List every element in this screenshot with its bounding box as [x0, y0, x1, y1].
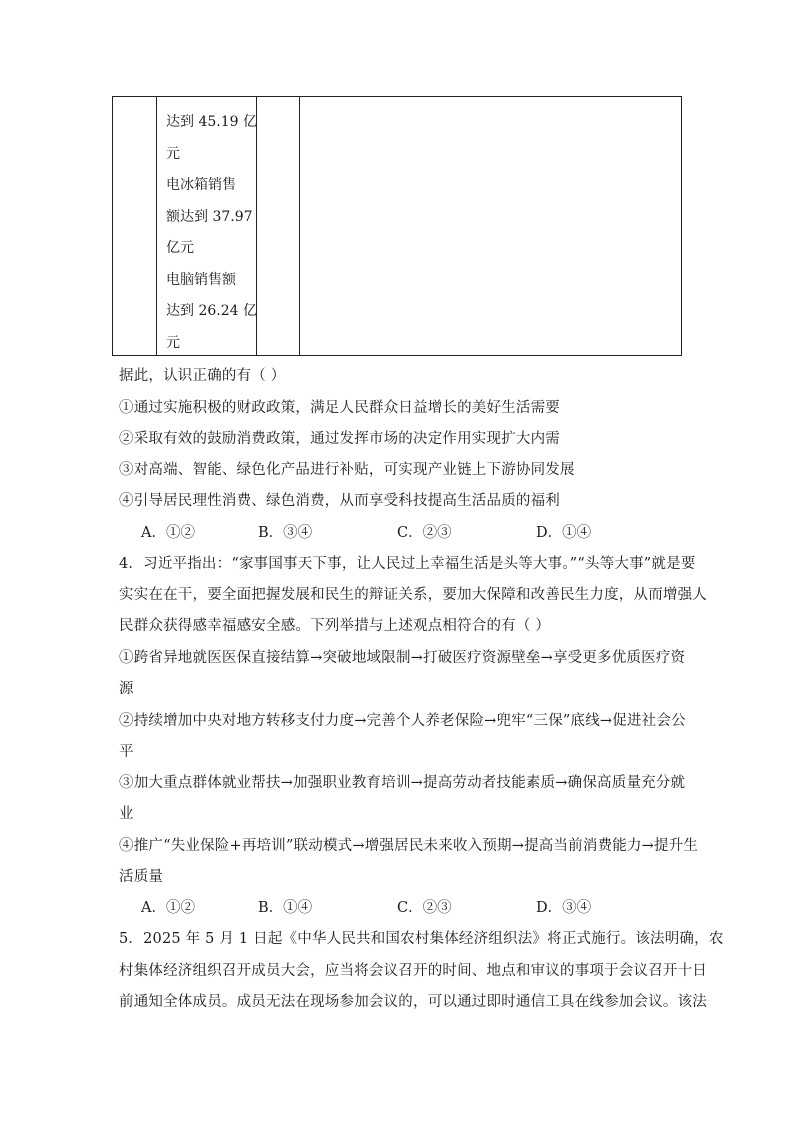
q4-stem-line: 4．习近平指出：“家事国事天下事，让人民过上幸福生活是头等大事。”“头等大事”就是要 — [119, 556, 696, 572]
option-c: C．②③ — [397, 900, 452, 916]
q3-stem: 据此，认识正确的有（ ） — [119, 368, 286, 384]
data-table — [112, 96, 682, 356]
table-cell-sales — [166, 107, 257, 359]
table-column-divider — [299, 97, 300, 355]
q5-line: 5．2025 年 5 月 1 日起《中华人民共和国农村集体经济组织法》将正式施行。该法明确，农 — [119, 931, 724, 947]
q4-item-line: ①跨省异地就医医保直接结算→突破地域限制→打破医疗资源壁垒→享受更多优质医疗资 — [119, 650, 686, 666]
q4-item-line: ④推广“失业保险+再培训”联动模式→增强居民未来收入预期→提高当前消费能力→提升生 — [119, 838, 699, 854]
q4-item-line: ③加大重点群体就业帮扶→加强职业教育培训→提高劳动者技能素质→确保高质量充分就 — [119, 775, 686, 791]
q4-item-line: 业 — [119, 806, 134, 822]
table-cell-line: 元 — [166, 145, 180, 162]
table-cell-line: 达到 45.19 亿 — [166, 114, 257, 130]
q3-item-3: ③对高端、智能、绿色化产品进行补贴，可实现产业链上下游协同发展 — [119, 462, 575, 478]
q4-stem-line: 实实在在干，要全面把握发展和民生的辩证关系，要加大保障和改善民生力度，从而增强人 — [119, 587, 707, 603]
option-a: A．①② — [141, 900, 195, 916]
table-column-divider — [156, 97, 157, 355]
option-a: A．①② — [141, 525, 195, 541]
option-c: C．②③ — [397, 525, 452, 541]
q4-stem-line: 民群众获得感幸福感安全感。下列举措与上述观点相符合的有（ ） — [119, 618, 551, 634]
table-cell-line: 达到 26.24 亿 — [166, 303, 257, 319]
option-d: D．③④ — [536, 900, 592, 916]
option-b: B．①④ — [258, 900, 313, 916]
table-cell-line: 亿元 — [166, 240, 194, 256]
q5-line: 前通知全体成员。成员无法在现场参加会议的，可以通过即时通信工具在线参加会议。该法 — [119, 994, 707, 1010]
table-cell-line: 元 — [166, 334, 180, 351]
table-cell-line: 电脑销售额 — [166, 271, 236, 288]
option-b: B．③④ — [258, 525, 313, 541]
q3-item-2: ②采取有效的鼓励消费政策，通过发挥市场的决定作用实现扩大内需 — [119, 431, 560, 447]
table-cell-line: 电冰箱销售 — [166, 177, 236, 193]
option-d: D．①④ — [536, 525, 592, 541]
q4-item-line: 平 — [119, 744, 134, 760]
q5-line: 村集体经济组织召开成员大会，应当将会议召开的时间、地点和审议的事项于会议召开十日 — [119, 963, 707, 979]
q4-item-line: ②持续增加中央对地方转移支付力度→完善个人养老保险→兜牢“三保”底线→促进社会公 — [119, 713, 686, 729]
q4-item-line: 活质量 — [119, 869, 164, 885]
q4-item-line: 源 — [119, 681, 134, 697]
q3-item-1: ①通过实施积极的财政政策，满足人民群众日益增长的美好生活需要 — [119, 400, 560, 416]
table-cell-line: 额达到 37.97 — [166, 208, 253, 225]
q3-item-4: ④引导居民理性消费、绿色消费，从而享受科技提高生活品质的福利 — [119, 493, 560, 509]
